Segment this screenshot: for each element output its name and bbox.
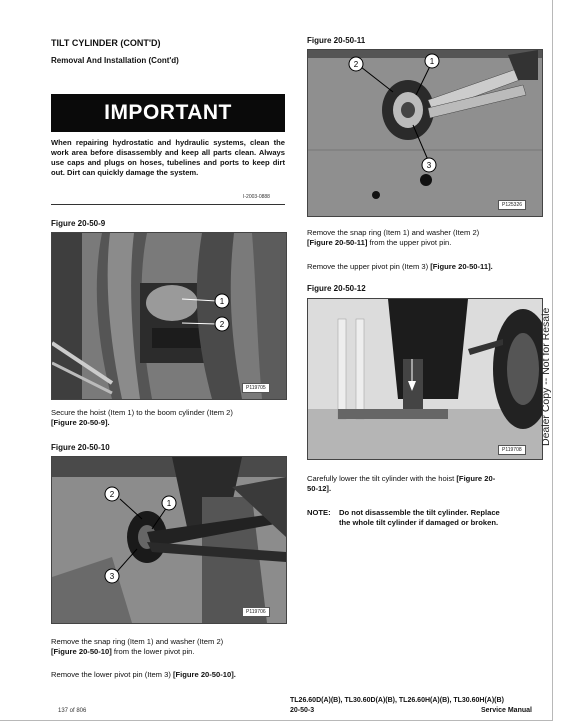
note-text: Do not disassemble the tilt cylinder. Replace the whole tilt cylinder if damaged or broken.	[339, 508, 500, 527]
figure-label-20-50-11: Figure 20-50-11	[307, 36, 366, 45]
section-title: TILT CYLINDER (CONT'D)	[51, 38, 161, 48]
lowering-illustration	[308, 299, 542, 459]
note-label: NOTE:	[307, 508, 331, 517]
figure-id: P119705	[242, 383, 270, 393]
footer-manual: Service Manual	[481, 707, 532, 714]
figure-label-20-50-10: Figure 20-50-10	[51, 443, 110, 452]
lower-pin-paragraph: Remove the lower pivot pin (Item 3) [Figure 20-50-10].	[51, 670, 236, 679]
callout-1: 1	[166, 499, 172, 508]
page-count: 137 of 806	[58, 708, 87, 714]
lower-cylinder-paragraph: Carefully lower the tilt cylinder with the hoist [Figure 20- 50-12].	[307, 474, 496, 493]
important-code: I-2003-0888	[243, 194, 270, 200]
pivot-illustration	[52, 457, 286, 623]
figure-id: P119708	[498, 445, 526, 455]
snap-ring-upper-paragraph: Remove the snap ring (Item 1) and washer (Item 2) [Figure 20-50-11] from the upper pivot pin.	[307, 228, 480, 247]
figure-20-50-10-photo	[51, 456, 287, 624]
figure-20-50-11-photo	[307, 49, 543, 217]
upper-pin-paragraph: Remove the upper pivot pin (Item 3) [Figure 20-50-11].	[307, 262, 493, 271]
subsection-title: Removal And Installation (Cont'd)	[51, 56, 179, 65]
figure-label-20-50-12: Figure 20-50-12	[307, 284, 366, 293]
footer-page-number: 20-50-3	[290, 707, 315, 714]
callout-3: 3	[426, 161, 432, 170]
callout-2: 2	[353, 60, 359, 69]
divider	[51, 204, 285, 205]
callout-1: 1	[219, 297, 225, 306]
figure-20-50-12-photo	[307, 298, 543, 460]
important-banner: IMPORTANT	[51, 94, 285, 132]
footer-models: TL26.60D(A)(B), TL30.60D(A)(B), TL26.60H(A)(B), TL30.60H(A)(B)	[290, 697, 504, 704]
important-text: When repairing hydrostatic and hydraulic systems, clean the work area before disassembly and keep all parts clean. Always use caps and plugs on hoses, tubelines and ports to keep dirt out. Dirt can quickly damage the system.	[51, 138, 285, 177]
figure-label-20-50-9: Figure 20-50-9	[51, 219, 106, 228]
snap-ring-lower-paragraph: Remove the snap ring (Item 1) and washer (Item 2) [Figure 20-50-10] from the lower pivot pin.	[51, 637, 224, 656]
figure-id: P119706	[242, 607, 270, 617]
hose-illustration	[52, 233, 286, 399]
upper-pivot-illustration	[308, 50, 542, 216]
side-watermark-text: Dealer Copy -- Not for Resale	[540, 307, 552, 446]
callout-1: 1	[429, 57, 435, 66]
figure-20-50-9-photo	[51, 232, 287, 400]
callout-3: 3	[109, 572, 115, 581]
figure-id: P125326	[498, 200, 526, 210]
hoist-paragraph: Secure the hoist (Item 1) to the boom cylinder (Item 2) [Figure 20-50-9].	[51, 408, 233, 427]
callout-2: 2	[109, 490, 115, 499]
callout-2: 2	[219, 320, 225, 329]
